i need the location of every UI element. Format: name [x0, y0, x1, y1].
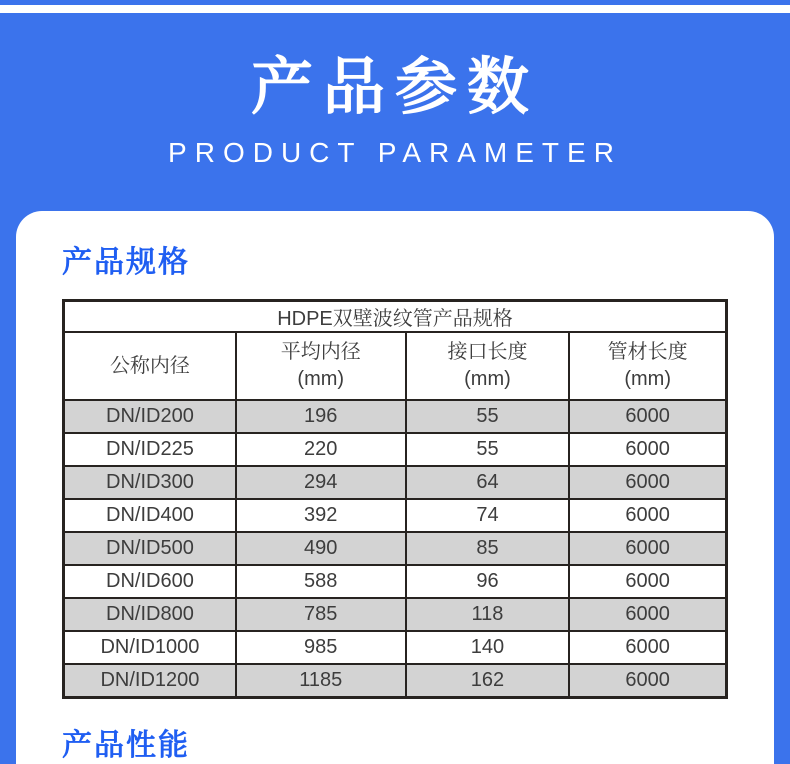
table-cell: 96: [406, 565, 570, 598]
column-header-label: 平均内径: [280, 341, 361, 363]
column-header-unit: (mm): [624, 368, 671, 390]
column-header: [64, 332, 236, 400]
table-cell: DN/ID225: [64, 433, 236, 466]
table-cell: 140: [406, 631, 570, 664]
performance-section-heading: 产品性能: [62, 729, 190, 762]
table-cell: 490: [236, 532, 406, 565]
table-row: [64, 631, 727, 664]
table-cell: 220: [236, 433, 406, 466]
table-cell: 55: [406, 433, 570, 466]
table-cell: 118: [406, 598, 570, 631]
column-header-label: 公称内径: [109, 354, 190, 377]
spec-section-heading: 产品规格: [62, 246, 190, 279]
table-row: [64, 400, 727, 433]
table-cell: DN/ID300: [64, 466, 236, 499]
table-row: [64, 565, 727, 598]
table-cell: 55: [406, 400, 570, 433]
table-title-row: [64, 301, 727, 333]
content-card: [16, 211, 774, 764]
table-cell: 6000: [569, 433, 726, 466]
table-cell: 74: [406, 499, 570, 532]
table-cell: DN/ID500: [64, 532, 236, 565]
column-header: [569, 332, 726, 400]
table-row: [64, 532, 727, 565]
table-cell: 1185: [236, 664, 406, 698]
table-title: HDPE双壁波纹管产品规格: [64, 301, 727, 333]
table-cell: 294: [236, 466, 406, 499]
table-cell: DN/ID1200: [64, 664, 236, 698]
spec-table: [62, 299, 728, 699]
table-row: [64, 499, 727, 532]
table-cell: 985: [236, 631, 406, 664]
table-row: [64, 664, 727, 698]
page-title: 产品参数: [250, 53, 539, 122]
page-subtitle: PRODUCT PARAMETER: [168, 137, 622, 168]
page-background: [0, 13, 790, 764]
table-row: [64, 433, 727, 466]
table-cell: 6000: [569, 499, 726, 532]
table-row: [64, 466, 727, 499]
table-cell: 6000: [569, 565, 726, 598]
table-cell: DN/ID600: [64, 565, 236, 598]
column-header-unit: (mm): [464, 368, 511, 390]
table-cell: 196: [236, 400, 406, 433]
table-cell: 6000: [569, 631, 726, 664]
table-cell: 64: [406, 466, 570, 499]
table-cell: 6000: [569, 532, 726, 565]
table-cell: 6000: [569, 598, 726, 631]
table-cell: 392: [236, 499, 406, 532]
table-cell: 588: [236, 565, 406, 598]
table-row: [64, 598, 727, 631]
table-cell: 6000: [569, 664, 726, 698]
column-header-label: 管材长度: [607, 341, 688, 363]
column-header: [236, 332, 406, 400]
table-cell: 6000: [569, 400, 726, 433]
table-cell: DN/ID200: [64, 400, 236, 433]
column-header: [406, 332, 570, 400]
column-header-unit: (mm): [297, 368, 345, 390]
top-gap: [0, 5, 790, 13]
table-cell: DN/ID400: [64, 499, 236, 532]
table-cell: 6000: [569, 466, 726, 499]
table-cell: 785: [236, 598, 406, 631]
column-header-label: 接口长度: [447, 341, 528, 363]
table-header-row: [64, 332, 727, 400]
hero-banner: [0, 13, 790, 211]
table-cell: DN/ID1000: [64, 631, 236, 664]
table-cell: 85: [406, 532, 570, 565]
table-cell: 162: [406, 664, 570, 698]
table-cell: DN/ID800: [64, 598, 236, 631]
